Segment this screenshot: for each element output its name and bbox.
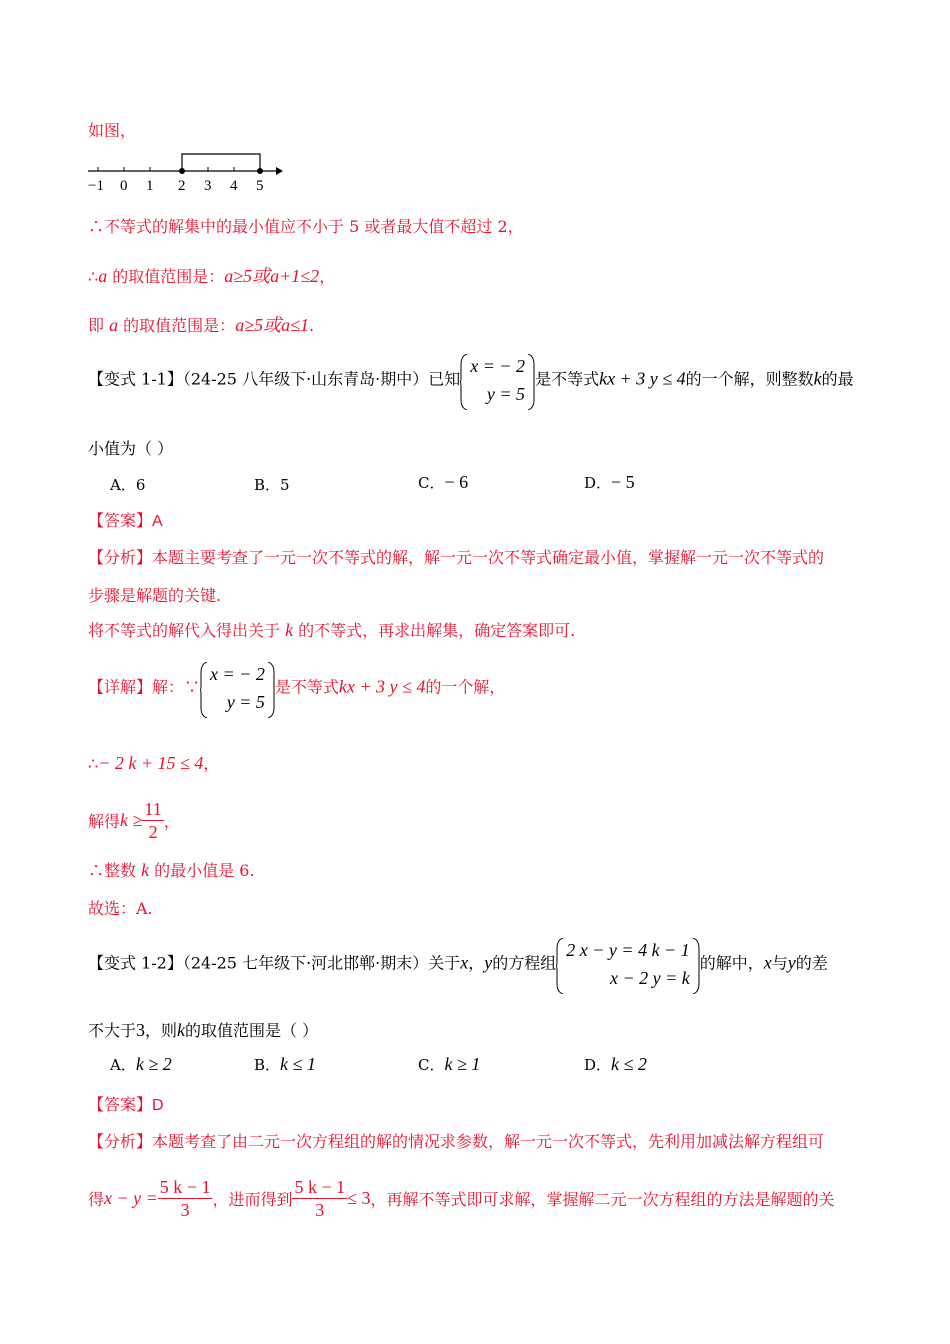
math-expression: x − y = (104, 1188, 158, 1208)
analysis-line: 【分析】本题考查了由二元一次方程组的解的情况求参数，解一元一次不等式，先利用加减法解方程组可 (88, 1132, 825, 1151)
fraction: $\frac{11}{2}$ (144, 799, 162, 842)
option-d[interactable]: D．k ≤ 2 (584, 1054, 647, 1074)
detail-line: 【详解】解：∵ x = − 2 y = 5 是不等式kx + 3 y ≤ 4的一个解， (88, 660, 505, 716)
analysis-line: 将不等式的解代入得出关于 k 的不等式，再求出解集，确定答案即可. (88, 620, 576, 640)
question-stem: 【变式 1-1】（24-25 八年级下·山东青岛·期中）已知 x = − 2 y = 5 是不等式kx + 3 y ≤ 4的一个解，则整数k的最 (88, 352, 854, 408)
option-a[interactable]: A．6 (110, 476, 146, 494)
math-expression: a≥5或a≤1 (235, 315, 309, 335)
math-expression: kx + 3 y ≤ 4 (599, 368, 686, 389)
tick-label: 3 (204, 178, 212, 194)
answer-line: 【答案】D (88, 1095, 164, 1114)
option-a[interactable]: A．k ≥ 2 (110, 1054, 172, 1074)
equation-system: x = − 2 y = 5 (200, 660, 275, 716)
endpoint-5 (257, 168, 263, 174)
axis-arrow (276, 167, 283, 175)
equation-system: 2 x − y = 4 k − 1 x − 2 y = k (556, 936, 699, 992)
text-line: 即 a 的取值范围是：a≥5或a≤1. (88, 315, 315, 335)
detail-line: 故选：A. (88, 899, 153, 918)
question-stem: 【变式 1-2】（24-25 七年级下·河北邯郸·期末）关于x，y的方程组 2 x − y = 4 k − 1 x − 2 y = k 的解中，x与y的差 (88, 936, 828, 992)
answer-line: 【答案】A (88, 511, 163, 530)
math-expression: kx + 3 y ≤ 4 (338, 676, 426, 697)
analysis-line: 得x − y = $\frac{5 k - 1}{3}$ ，进而得到 $\frac{5 k - 1}{3}$ ≤ 3，再解不等式即可求解，掌握解二元一次方程组的方法是解题的关 (88, 1177, 835, 1220)
question-source: （24-25 八年级下·山东青岛·期中） (182, 369, 429, 389)
equation-system: x = − 2 y = 5 (460, 352, 535, 408)
question-label: 【变式 1-2】 (88, 953, 183, 973)
question-source: （24-25 七年级下·河北邯郸·期末） (182, 953, 429, 973)
fraction: $\frac{5 k - 1}{3}$ (159, 1177, 211, 1220)
math-expression: − 2 k + 15 ≤ 4 (98, 753, 204, 773)
detail-line: ∴− 2 k + 15 ≤ 4， (88, 753, 220, 773)
number-line-figure (84, 150, 284, 200)
text-line: ∴a 的取值范围是：a≥5或a+1≤2， (88, 266, 336, 286)
analysis-line: 【分析】本题主要考查了一元一次不等式的解，解一元一次不等式确定最小值，掌握解一元一次不等式的 (88, 548, 825, 567)
text-line: ∴不等式的解集中的最小值应不小于 5 或者最大值不超过 2， (88, 217, 524, 236)
analysis-line: 步骤是解题的关键. (88, 586, 222, 605)
fraction: $\frac{5 k - 1}{3}$ (294, 1177, 346, 1220)
tick-label: 2 (178, 178, 186, 194)
answer-value: D (152, 1097, 164, 1114)
tick-label: 0 (120, 178, 128, 194)
detail-line: ∴整数 k 的最小值是 6. (88, 860, 255, 880)
tick-label: 4 (230, 178, 238, 194)
option-c[interactable]: C．k ≥ 1 (418, 1054, 481, 1074)
tick-label: −1 (88, 178, 104, 194)
text-line: 小值为（ ） (88, 439, 174, 458)
solution-bracket (182, 154, 260, 171)
option-d[interactable]: D．− 5 (584, 472, 635, 492)
text-line: 不大于3，则k的取值范围是（ ） (88, 1020, 319, 1040)
tick-label: 5 (256, 178, 264, 194)
math-expression: a≥5或a+1≤2 (224, 266, 320, 286)
option-b[interactable]: B．k ≤ 1 (254, 1054, 316, 1074)
option-b[interactable]: B．5 (254, 476, 290, 494)
endpoint-2 (179, 168, 185, 174)
math-expression: k ≥ (120, 810, 143, 830)
answer-value: A (152, 513, 163, 530)
option-c[interactable]: C．− 6 (418, 472, 469, 492)
question-label: 【变式 1-1】 (88, 369, 183, 389)
tick-label: 1 (146, 178, 154, 194)
detail-line: 解得k ≥ $\frac{11}{2}$ ， (88, 799, 180, 842)
text-line: 如图， (88, 121, 137, 140)
